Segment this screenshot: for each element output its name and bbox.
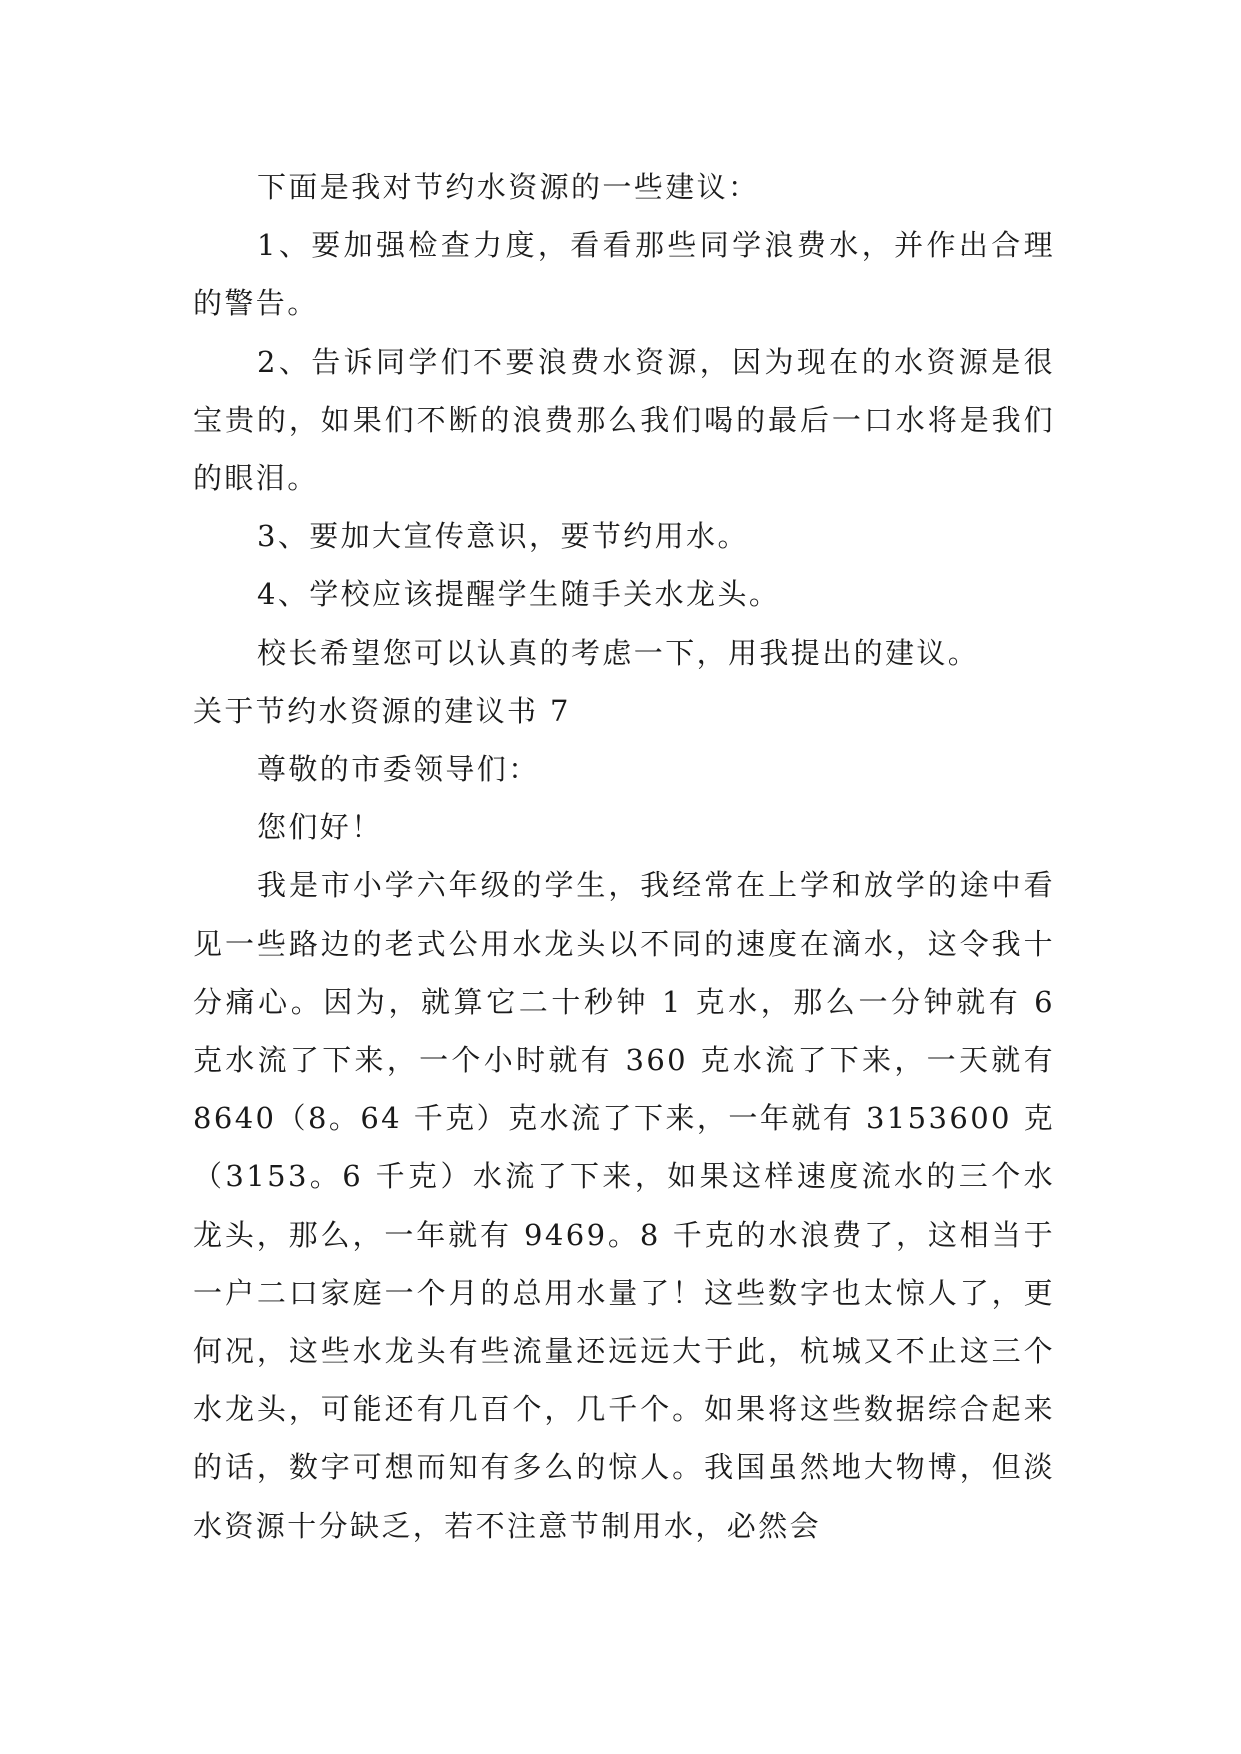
suggestion-2: 2、告诉同学们不要浪费水资源，因为现在的水资源是很宝贵的，如果们不断的浪费那么我们喝的最后一口水将是我们的眼泪。	[193, 344, 1055, 496]
suggestion-4: 4、学校应该提醒学生随手关水龙头。	[257, 577, 781, 612]
closing-paragraph: 校长希望您可以认真的考虑一下，用我提出的建议。	[257, 635, 980, 670]
document-body	[193, 158, 1055, 1555]
paragraph-intro: 下面是我对节约水资源的一些建议：	[257, 170, 760, 204]
suggestion-1: 1、要加强检查力度，看看那些同学浪费水，并作出合理的警告。	[193, 228, 1055, 321]
salutation: 尊敬的市委领导们：	[257, 752, 540, 787]
greeting: 您们好！	[257, 810, 383, 845]
body-paragraph: 我是市小学六年级的学生，我经常在上学和放学的途中看见一些路边的老式公用水龙头以不同的速度在滴水，这令我十分痛心。因为，就算它二十秒钟 1 克水，那么一分钟就有 6 克水流了下来，一个小时就有 360 克水流了下来，一天就有 8640（8。64 千克）克水流了下来，一年就有 3153600 克（3153。6 千克）水流了下来，如果这样速度流水的三个水龙头，那么，一年就有 9469。8 千克的水浪费了，这相当于一户二口家庭一个月的总用水量了！这些数字也太惊人了，更何况，这些水龙头有些流量还远远大于此，杭城又不止这三个水龙头，可能还有几百个，几千个。如果将这些数据综合起来的话，数字可想而知有多么的惊人。我国虽然地大物博，但淡水资源十分缺乏，若不注意节制用水，必然会	[193, 868, 1055, 1543]
section-heading: 关于节约水资源的建议书 7	[193, 693, 571, 728]
suggestion-3: 3、要加大宣传意识，要节约用水。	[257, 519, 749, 554]
